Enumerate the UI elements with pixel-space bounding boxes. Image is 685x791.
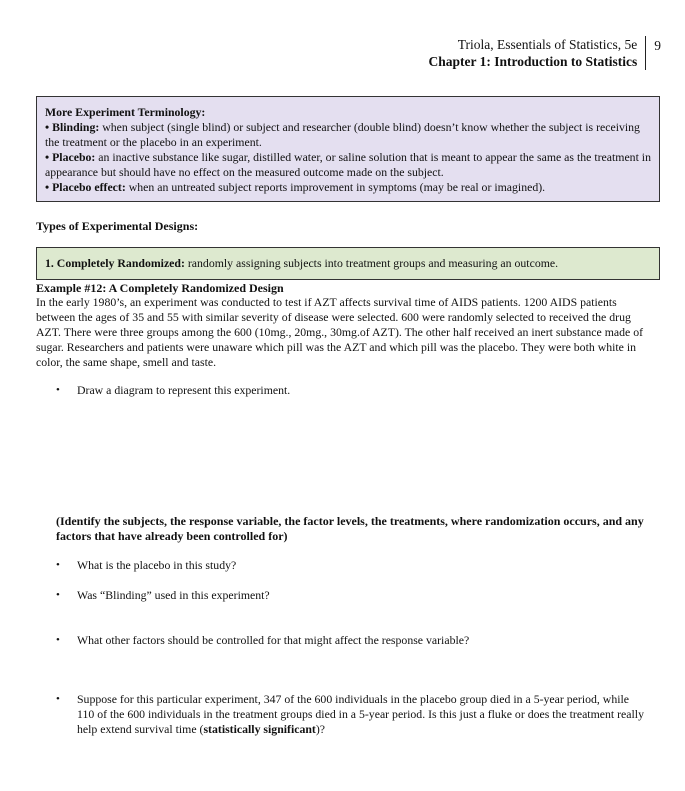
bullet-symbol: • (56, 589, 60, 601)
bullet-symbol: • (56, 634, 60, 646)
terminology-box (36, 96, 660, 202)
statistically-significant-text: statistically significant (203, 722, 316, 736)
bullet-symbol: • (56, 693, 60, 705)
term-placebo-effect (45, 180, 651, 195)
bullet-text (77, 692, 646, 737)
bullet-significance-question (56, 692, 646, 737)
completely-randomized-box (36, 247, 660, 280)
bullet-blinding-question (56, 588, 646, 603)
example-title: Example #12: A Completely Randomized Design (36, 281, 284, 295)
bullet-symbol: • (56, 559, 60, 571)
suppose-text-2: )? (315, 722, 326, 736)
chapter-title: Chapter 1: Introduction to Statistics (428, 54, 638, 69)
term-label-blinding: Blinding: (52, 120, 100, 134)
page-header (428, 36, 661, 70)
term-placebo (45, 150, 651, 180)
suppose-text-1: Suppose for this particular experiment, 347 of the 600 individuals in the placebo group died in a 5-year period, while 110 of the 600 individuals in the treatment groups died in a 5-year period. Is this just a fluke or does the treatment really help extend survival time ( (77, 692, 644, 736)
term-text-placebo: an inactive substance like sugar, distilled water, or saline solution that is meant to appear the same as the treatment in appearance but should have no effect on the measured outcome made on the subject. (45, 150, 651, 179)
term-bullet: • (45, 150, 50, 164)
book-title: Triola, Essentials of Statistics, 5e (457, 37, 638, 52)
bullet-placebo-question (56, 558, 646, 573)
completely-randomized-text: randomly assigning subjects into treatment groups and measuring an outcome. (184, 256, 559, 270)
term-bullet: • (45, 120, 50, 134)
term-text-placebo-effect: when an untreated subject reports improvement in symptoms (may be real or imagined). (128, 180, 546, 194)
term-label-placebo: Placebo: (52, 150, 96, 164)
bullet-text: What is the placebo in this study? (77, 558, 237, 572)
bullet-text: What other factors should be controlled for that might affect the response variable? (77, 633, 470, 647)
terminology-title: More Experiment Terminology: (45, 105, 206, 119)
page-number: 9 (654, 38, 661, 53)
completely-randomized-label: 1. Completely Randomized: (45, 256, 185, 270)
term-label-placebo-effect: Placebo effect: (52, 180, 126, 194)
bullet-draw-diagram (56, 383, 646, 398)
identify-note: (Identify the subjects, the response variable, the factor levels, the treatments, where randomization occurs, and any factors that have already been controlled for) (56, 514, 644, 543)
bullet-text: Draw a diagram to represent this experiment. (77, 383, 291, 397)
designs-heading: Types of Experimental Designs: (36, 219, 199, 233)
term-bullet: • (45, 180, 50, 194)
bullet-text: Was “Blinding” used in this experiment? (77, 588, 270, 602)
bullet-factors-question (56, 633, 646, 648)
example-body: In the early 1980’s, an experiment was conducted to test if AZT affects survival time of AIDS patients. 1200 AIDS patients between the ages of 35 and 55 with similar severity of disease were selected. 600 were randomly selected to received the drug AZT. There were three groups among the 600 (10mg., 20mg., 30mg.of AZT). The other half received an inert substance made of sugar. Researchers and patients were unaware which pill was the AZT and which pill was the placebo. They were both white in color, the same shape, smell and taste. (36, 295, 644, 369)
bullet-symbol: • (56, 384, 60, 396)
term-blinding (45, 120, 651, 150)
header-text (428, 36, 646, 70)
term-text-blinding: when subject (single blind) or subject and researcher (double blind) doesn’t know whether the subject is receiving the treatment or the placebo in an experiment. (45, 120, 640, 149)
